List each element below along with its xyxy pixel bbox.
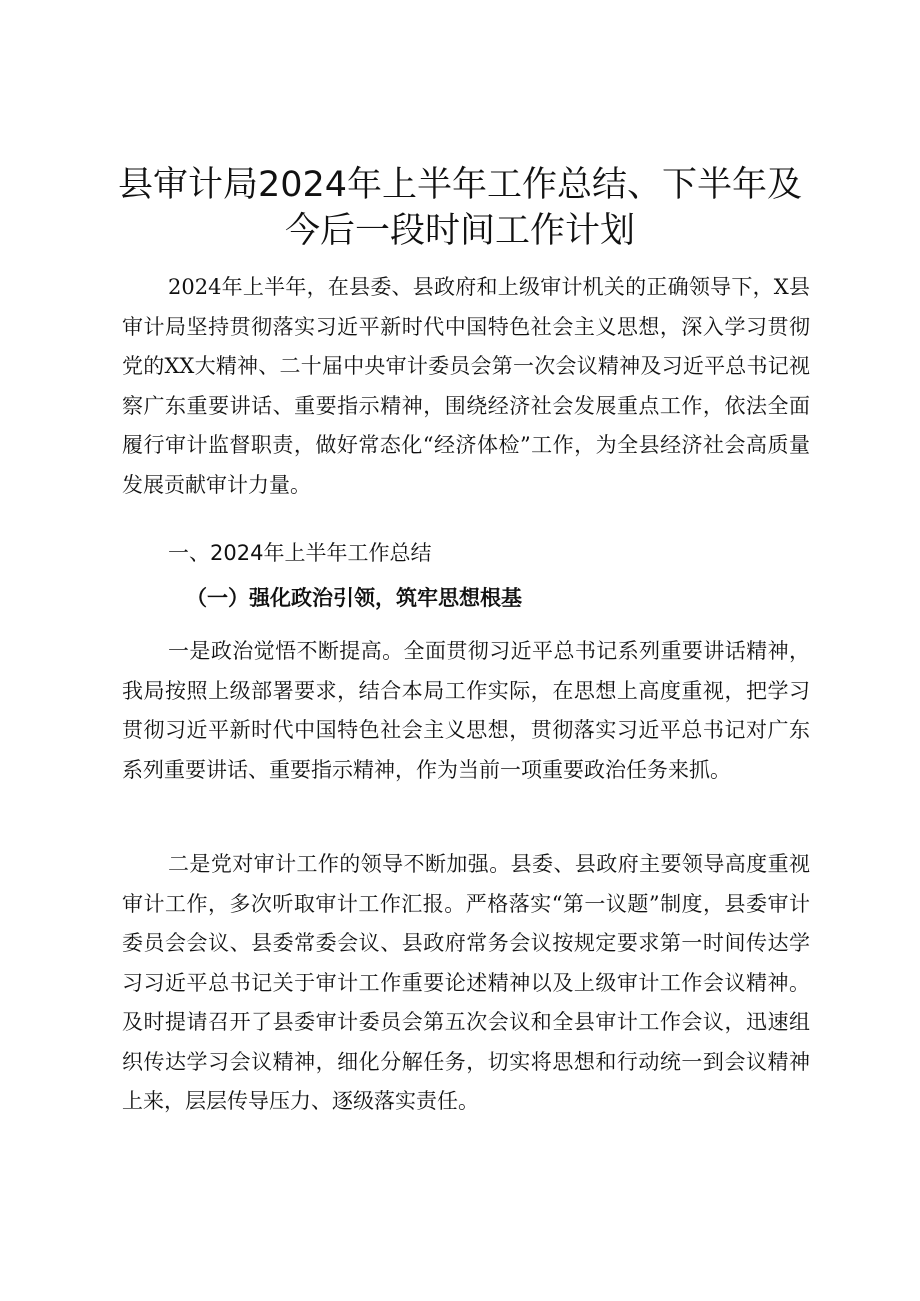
body-paragraph-2: 二是党对审计工作的领导不断加强。县委、县政府主要领导高度重视审计工作，多次听取审计工作汇报。严格落实“第一议题”制度，县委审计委员会会议、县委常委会议、县政府常务会议按规定要求第一时间传达学习习近平总书记关于审计工作重要论述精神以及上级审计工作会议精神。及时提请召开了县委审计委员会第五次会议和全县审计工作会议，迅速组织传达学习会议精神，细化分解任务，切实将思想和行动统一到会议精神上来，层层传导压力、逐级落实责任。 [122,852,810,1113]
paragraph-block-2 [122,845,810,1122]
document-title [110,162,810,254]
title-line-1: 县审计局2024年上半年工作总结、下半年及 [117,165,803,205]
intro-paragraph: 2024年上半年，在县委、县政府和上级审计机关的正确领导下，X县审计局坚持贯彻落实习近平新时代中国特色社会主义思想，深入学习贯彻党的XX大精神、二十届中央审计委员会第一次会议精神及习近平总书记视察广东重要讲话、重要指示精神，围绕经济社会发展重点工作，依法全面履行审计监督职责，做好常态化“经济体检”工作，为全县经济社会高质量发展贡献审计力量。 [122,275,810,497]
body-paragraph-1: 一是政治觉悟不断提高。全面贯彻习近平总书记系列重要讲话精神，我局按照上级部署要求，结合本局工作实际，在思想上高度重视，把学习贯彻习近平新时代中国特色社会主义思想，贯彻落实习近平总书记对广东系列重要讲话、重要指示精神，作为当前一项重要政治任务来抓。 [122,639,810,782]
title-line-2: 今后一段时间工作计划 [284,211,635,251]
subsection-heading-1: （一）强化政治引领，筑牢思想根基 [186,585,522,610]
paragraph-block-1 [122,632,810,790]
section-heading-1: 一、2024年上半年工作总结 [168,541,432,565]
intro-block [122,268,810,505]
